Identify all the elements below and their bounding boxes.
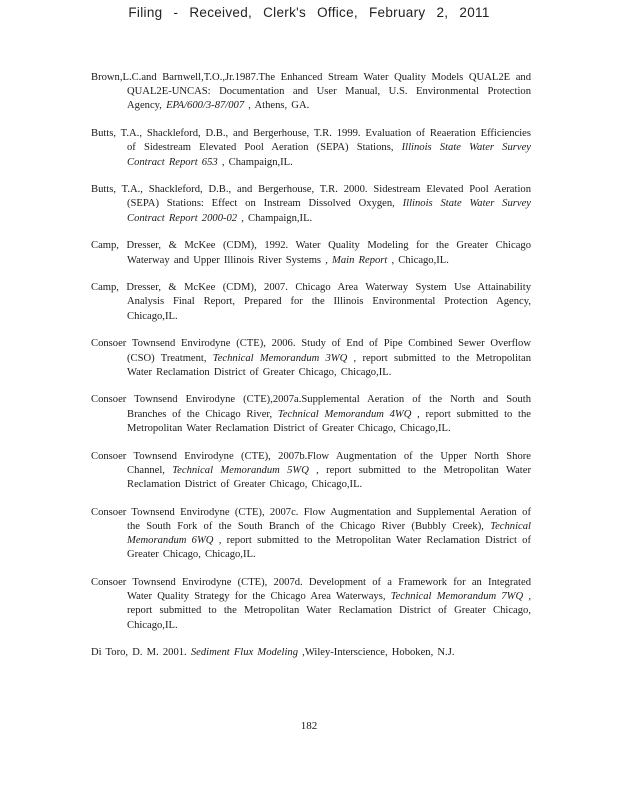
reference-text: Di Toro, D. M. 2001. [91, 647, 191, 659]
filing-header: Filing - Received, Clerk's Office, February 2, 2011 [128, 5, 490, 20]
reference-entry [91, 183, 531, 226]
reference-text: , Champaign,IL. [217, 156, 293, 168]
reference-text: , report submitted to the Metropolitan Water Reclamation District of Greater Chicago, Chicago,IL. [127, 352, 532, 378]
reference-text: Consoer Townsend Envirodyne (CTE), 2007b.Flow Augmentation of the Upper North Shore Channel, [91, 450, 531, 476]
reference-text: , Champaign,IL. [237, 212, 313, 224]
reference-italic-text: Illinois State Water Survey Contract Report 653 [127, 142, 531, 168]
reference-entry [91, 393, 531, 436]
reference-text: Consoer Townsend Envirodyne (CTE),2007a.Supplemental Aeration of the North and South Branches of the Chicago River, [91, 394, 531, 420]
reference-text: , report submitted to the Metropolitan Water Reclamation District of Greater Chicago, Chicago,IL. [127, 408, 531, 434]
reference-entry [91, 71, 531, 114]
reference-text: Consoer Townsend Envirodyne (CTE), 2007d. Development of a Framework for an Integrated Water Quality Strategy for the Chicago Area Waterways, [91, 576, 531, 603]
reference-list [91, 71, 531, 674]
reference-text: , Chicago,IL. [387, 254, 449, 266]
reference-text: Butts, T.A., Shackleford, D.B., and Bergerhouse, T.R. 2000. Sidestream Elevated Pool Aeration (SEPA) Stations: Effect on Instream Dissolved Oxygen, [91, 184, 531, 210]
reference-entry [91, 127, 531, 170]
reference-italic-text: Technical Memorandum 3WQ [212, 352, 348, 364]
reference-text: , report submitted to the Metropolitan Water Reclamation District of Greater Chicago, Chicago,IL. [127, 464, 531, 490]
reference-italic-text: EPA/600/3-87/007 [166, 100, 245, 112]
reference-text: Consoer Townsend Envirodyne (CTE), 2006. Study of End of Pipe Combined Sewer Overflow (CSO) Treatment, [91, 338, 531, 364]
reference-text: , report submitted to the Metropolitan Water Reclamation District of Greater Chicago, Chicago,IL. [127, 535, 531, 561]
reference-text: Consoer Townsend Envirodyne (CTE), 2007c. Flow Augmentation and Supplemental Aeration of the South Fork of the South Branch of the Chicago River (Bubbly Creek), [91, 506, 531, 532]
reference-entry [91, 506, 531, 563]
reference-entry [91, 450, 531, 493]
reference-entry [91, 646, 531, 660]
page-number: 182 [300, 720, 318, 732]
reference-text: , report submitted to the Metropolitan Water Reclamation District of Greater Chicago, Chicago,IL. [127, 591, 532, 631]
reference-text: , Athens, GA. [244, 100, 310, 112]
reference-italic-text: Technical Memorandum 4WQ [277, 408, 412, 420]
reference-text: Camp, Dresser, & McKee (CDM), 1992. Water Quality Modeling for the Greater Chicago Waterway and Upper Illinois River Systems , [91, 240, 531, 266]
reference-italic-text: Technical Memorandum 7WQ [390, 591, 524, 603]
reference-italic-text: Technical Memorandum 5WQ [172, 464, 309, 476]
reference-text: ,Wiley-Interscience, Hoboken, N.J. [298, 647, 455, 659]
reference-entry [91, 576, 531, 633]
reference-text: Brown,L.C.and Barnwell,T.O.,Jr.1987.The Enhanced Stream Water Quality Models QUAL2E and QUAL2E-UNCAS: Documentation and User Manual, U.S. Environmental Protection Agency, [91, 72, 531, 112]
reference-italic-text: Illinois State Water Survey Contract Report 2000-02 [127, 198, 532, 224]
reference-italic-text: Technical Memorandum 6WQ [127, 520, 531, 547]
reference-entry [91, 337, 531, 380]
reference-italic-text: Main Report [332, 254, 388, 266]
reference-text: Camp, Dresser, & McKee (CDM), 2007. Chicago Area Waterway System Use Attainability Analysis Final Report, Prepared for the Illinois Environmental Protection Agency, Chicago,IL. [91, 282, 531, 322]
reference-entry [91, 239, 531, 267]
reference-italic-text: Sediment Flux Modeling [190, 647, 299, 659]
reference-text: Butts, T.A., Shackleford, D.B., and Bergerhouse, T.R. 1999. Evaluation of Reaeration Efficiencies of Sidestream Elevated Pool Aeration (SEPA) Stations, [91, 128, 531, 154]
reference-entry [91, 281, 531, 324]
